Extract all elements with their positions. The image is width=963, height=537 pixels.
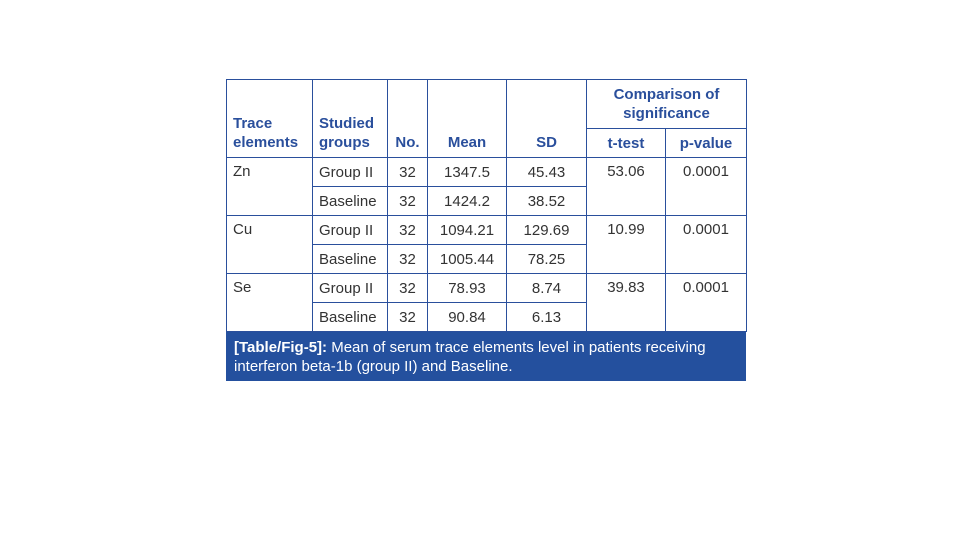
header-row-1: [227, 80, 747, 129]
header-studied-line2: groups: [319, 134, 370, 151]
pvalue-cell: 0.0001: [666, 216, 747, 274]
header-pvalue: p-value: [666, 129, 747, 158]
ttest-cell: 53.06: [587, 158, 666, 216]
header-mean: Mean: [428, 80, 507, 158]
ttest-cell: 10.99: [587, 216, 666, 274]
pvalue-cell: 0.0001: [666, 274, 747, 332]
header-sd: SD: [507, 80, 587, 158]
trace-elements-table: [226, 79, 747, 332]
no-cell: 32: [388, 245, 428, 274]
header-trace-elements: [227, 80, 313, 158]
sd-cell: 8.74: [507, 274, 587, 303]
table-caption: [226, 332, 746, 381]
header-ttest: t-test: [587, 129, 666, 158]
header-no: No.: [388, 80, 428, 158]
ttest-cell: 39.83: [587, 274, 666, 332]
table-row: [227, 274, 747, 303]
element-cell: Zn: [227, 158, 313, 216]
header-comparison: [587, 80, 747, 129]
header-trace-line2: elements: [233, 134, 299, 151]
element-cell: Se: [227, 274, 313, 332]
element-cell: Cu: [227, 216, 313, 274]
mean-cell: 1347.5: [428, 158, 507, 187]
sd-cell: 129.69: [507, 216, 587, 245]
header-studied-groups: [313, 80, 388, 158]
group-cell: Baseline: [313, 303, 388, 332]
sd-cell: 38.52: [507, 187, 587, 216]
no-cell: 32: [388, 303, 428, 332]
no-cell: 32: [388, 274, 428, 303]
group-cell: Group II: [313, 158, 388, 187]
header-studied-line1: Studied: [319, 115, 374, 132]
sd-cell: 6.13: [507, 303, 587, 332]
table-row: [227, 158, 747, 187]
caption-line1: Mean of serum trace elements level in patients receiving: [327, 339, 706, 356]
sd-cell: 78.25: [507, 245, 587, 274]
header-trace-line1: Trace: [233, 115, 273, 132]
group-cell: Group II: [313, 216, 388, 245]
mean-cell: 1094.21: [428, 216, 507, 245]
mean-cell: 1424.2: [428, 187, 507, 216]
table-figure: [226, 79, 746, 381]
mean-cell: 90.84: [428, 303, 507, 332]
sd-cell: 45.43: [507, 158, 587, 187]
caption-label: [Table/Fig-5]:: [234, 339, 328, 356]
no-cell: 32: [388, 216, 428, 245]
group-cell: Baseline: [313, 245, 388, 274]
caption-line2: interferon beta-1b (group II) and Baseline.: [234, 358, 513, 375]
group-cell: Baseline: [313, 187, 388, 216]
no-cell: 32: [388, 187, 428, 216]
mean-cell: 78.93: [428, 274, 507, 303]
header-comparison-line1: Comparison of: [613, 86, 720, 103]
group-cell: Group II: [313, 274, 388, 303]
table-row: [227, 216, 747, 245]
mean-cell: 1005.44: [428, 245, 507, 274]
no-cell: 32: [388, 158, 428, 187]
pvalue-cell: 0.0001: [666, 158, 747, 216]
header-comparison-line2: significance: [623, 105, 710, 122]
